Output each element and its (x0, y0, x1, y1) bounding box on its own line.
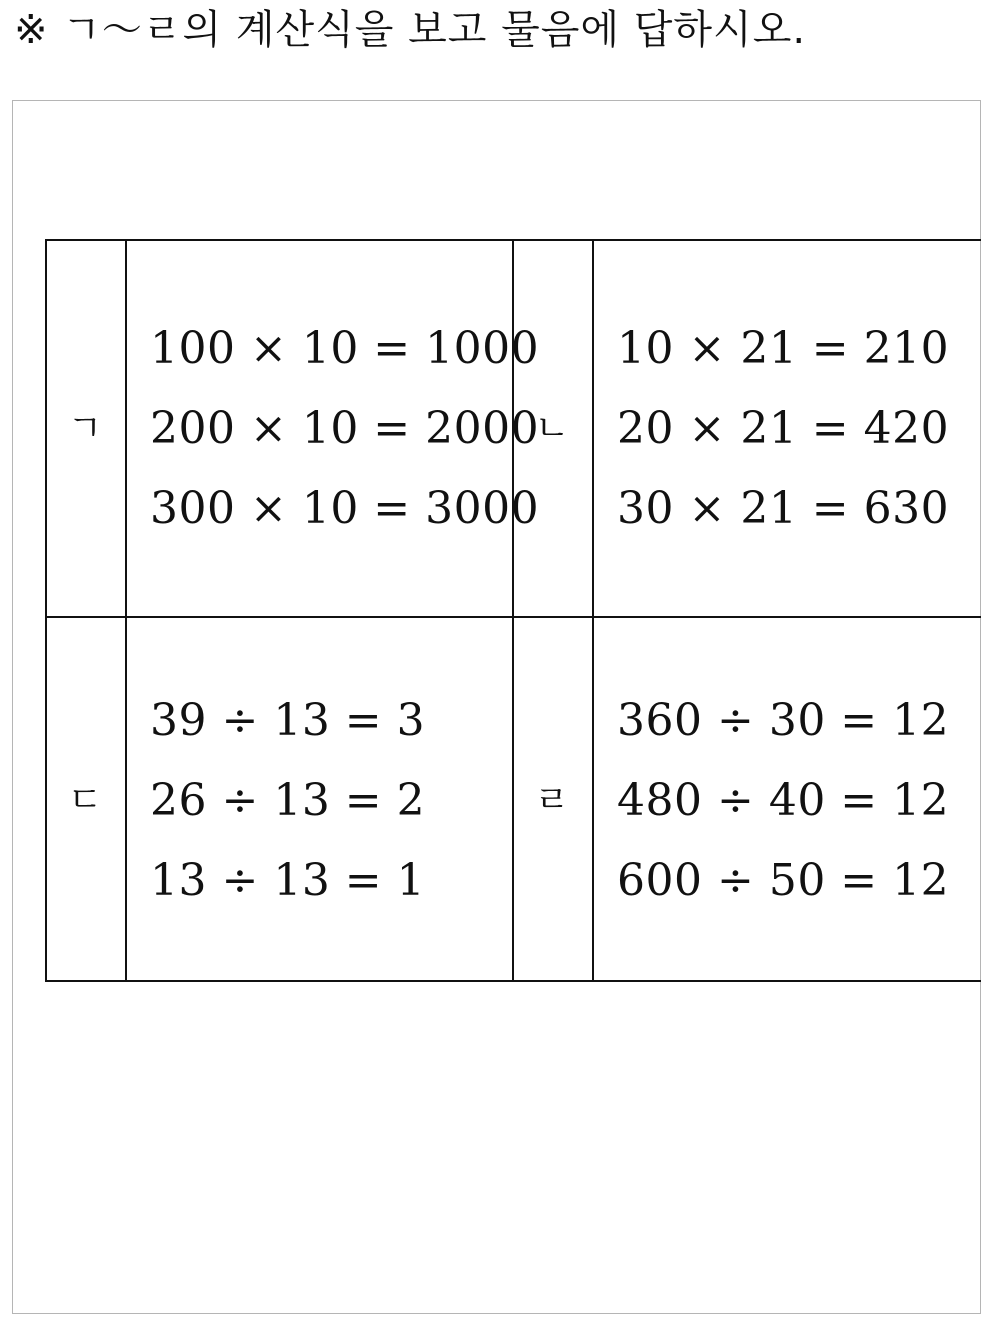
instruction-text: ※ ㄱ～ㄹ의 계산식을 보고 물음에 답하시오. (14, 7, 807, 53)
equation: 480 ÷ 40 = 12 (617, 775, 950, 826)
equation: 10 × 21 = 210 (617, 323, 950, 374)
cell-equations-giyeok (150, 309, 539, 549)
table-border-left (45, 239, 47, 981)
cell-label-nieun: ㄴ (534, 408, 570, 449)
cell-equations-rieul (617, 681, 949, 921)
table-divider-label-right (592, 239, 594, 981)
cell-equations-digeut (150, 681, 425, 921)
equation: 20 × 21 = 420 (617, 403, 950, 454)
calculation-table (45, 239, 981, 981)
equation: 100 × 10 = 1000 (150, 323, 540, 374)
equation: 39 ÷ 13 = 3 (150, 695, 426, 746)
cell-equations-nieun (617, 309, 949, 549)
equation: 200 × 10 = 2000 (150, 403, 540, 454)
equation: 30 × 21 = 630 (617, 483, 950, 534)
equation: 600 ÷ 50 = 12 (617, 855, 950, 906)
cell-label-digeut: ㄷ (67, 780, 103, 821)
cell-label-rieul: ㄹ (534, 780, 570, 821)
equation: 26 ÷ 13 = 2 (150, 775, 426, 826)
equation: 360 ÷ 30 = 12 (617, 695, 950, 746)
equation: 13 ÷ 13 = 1 (150, 855, 426, 906)
cell-label-giyeok: ㄱ (67, 408, 103, 449)
equation: 300 × 10 = 3000 (150, 483, 540, 534)
table-divider-label-left (125, 239, 127, 981)
